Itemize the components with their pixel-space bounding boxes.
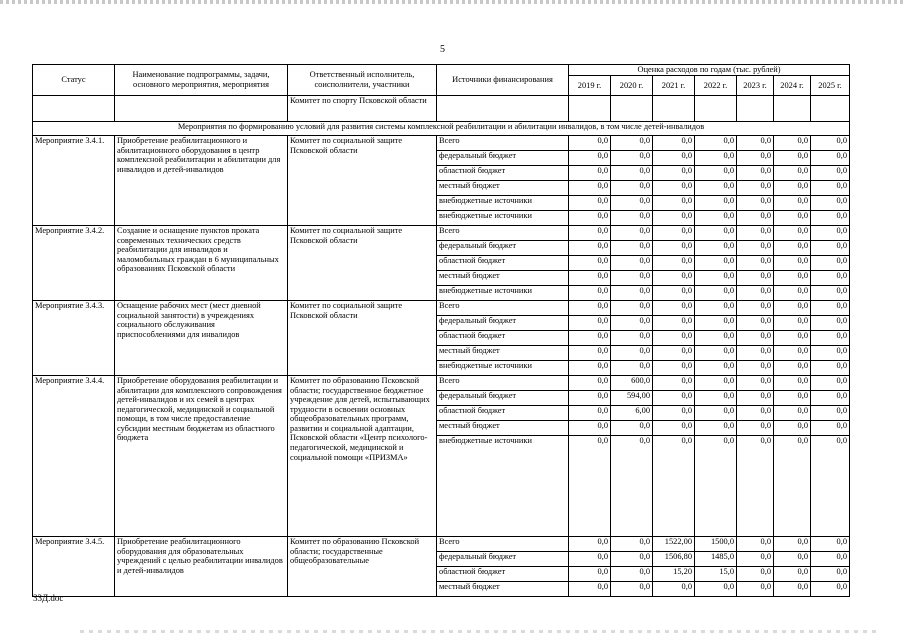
expense-value: 0,0	[774, 136, 811, 151]
expense-value: 0,0	[737, 537, 774, 552]
expense-value: 0,0	[695, 166, 737, 181]
scan-artifact-bottom	[80, 630, 880, 633]
expense-value: 0,0	[611, 552, 653, 567]
expense-value: 0,0	[737, 181, 774, 196]
expense-value: 0,0	[695, 196, 737, 211]
expense-value: 0,0	[811, 271, 850, 286]
header-executor: Ответственный исполнитель, соисполнители, участники	[288, 65, 437, 96]
funding-row	[33, 537, 850, 552]
funding-row	[33, 301, 850, 316]
expense-value: 0,0	[653, 391, 695, 406]
expense-value: 0,0	[811, 301, 850, 316]
expense-value: 0,0	[737, 331, 774, 346]
expense-value: 15,20	[653, 567, 695, 582]
carry-over-row	[33, 96, 850, 122]
expense-value: 0,0	[695, 346, 737, 361]
expense-value: 0,0	[737, 567, 774, 582]
expense-value: 0,0	[774, 567, 811, 582]
expense-value: 0,0	[695, 331, 737, 346]
expense-value: 0,0	[811, 361, 850, 376]
funding-source: Всего	[437, 226, 569, 241]
expense-value: 0,0	[611, 567, 653, 582]
expense-value: 0,0	[611, 286, 653, 301]
expense-value: 0,0	[653, 346, 695, 361]
expense-value: 1506,80	[653, 552, 695, 567]
measure-executor: Комитет по социальной защите Псковской области	[288, 301, 437, 376]
expense-value: 0,0	[774, 537, 811, 552]
expense-value: 0,0	[695, 271, 737, 286]
expense-value: 0,0	[811, 226, 850, 241]
funding-source: областной бюджет	[437, 406, 569, 421]
funding-source: внебюджетные источники	[437, 361, 569, 376]
expense-value: 0,0	[811, 567, 850, 582]
expense-value: 0,0	[569, 241, 611, 256]
measure-executor: Комитет по социальной защите Псковской области	[288, 136, 437, 226]
expense-value: 0,0	[653, 331, 695, 346]
header-year: 2025 г.	[811, 76, 850, 96]
funding-source: федеральный бюджет	[437, 391, 569, 406]
expense-value: 0,0	[811, 196, 850, 211]
expense-value: 0,0	[737, 361, 774, 376]
scan-artifact-top	[0, 0, 905, 4]
document-filename: 33Д.doc	[33, 593, 64, 603]
expense-value: 0,0	[737, 196, 774, 211]
expense-value: 0,0	[774, 331, 811, 346]
expense-value: 0,0	[611, 331, 653, 346]
header-year: 2023 г.	[737, 76, 774, 96]
expense-value: 0,0	[653, 211, 695, 226]
expense-value: 0,0	[653, 151, 695, 166]
expense-value: 0,0	[653, 286, 695, 301]
funding-source: местный бюджет	[437, 346, 569, 361]
expense-value: 0,0	[737, 316, 774, 331]
expense-value: 0,0	[569, 331, 611, 346]
expense-value: 0,0	[569, 316, 611, 331]
expense-value: 0,0	[811, 286, 850, 301]
expense-value: 0,0	[569, 391, 611, 406]
expense-value: 0,0	[569, 196, 611, 211]
expense-value: 0,0	[653, 271, 695, 286]
expense-value: 0,0	[611, 271, 653, 286]
funding-source: Всего	[437, 376, 569, 391]
expense-value: 0,0	[695, 376, 737, 391]
header-year: 2019 г.	[569, 76, 611, 96]
funding-source: Всего	[437, 537, 569, 552]
funding-source: внебюджетные источники	[437, 196, 569, 211]
expense-value: 0,0	[811, 346, 850, 361]
expense-value: 0,0	[569, 582, 611, 597]
expense-value: 0,0	[811, 256, 850, 271]
measure-executor: Комитет по образованию Псковской области; государственное бюджетное учреждение для детей, испытывающих трудности в освоении основных общеобразовательных программ, развитии и социальной адаптации, Псковской области «Центр психолого-педагогической, медицинской и социальной помощи «ПРИЗМА»	[288, 376, 437, 537]
expense-value: 0,0	[569, 552, 611, 567]
expense-value: 0,0	[737, 166, 774, 181]
funding-source: внебюджетные источники	[437, 286, 569, 301]
expense-value: 1522,00	[653, 537, 695, 552]
measures-body	[33, 136, 850, 597]
expense-value: 0,0	[695, 286, 737, 301]
expense-value: 0,0	[653, 361, 695, 376]
expense-value: 0,0	[611, 136, 653, 151]
expense-value: 0,0	[737, 136, 774, 151]
expense-value: 0,0	[811, 136, 850, 151]
expense-value: 0,0	[611, 211, 653, 226]
expense-value: 0,0	[811, 151, 850, 166]
expense-value: 0,0	[695, 582, 737, 597]
expense-value: 0,0	[737, 271, 774, 286]
expense-value: 0,0	[737, 406, 774, 421]
funding-source: Всего	[437, 301, 569, 316]
expense-value: 0,0	[611, 436, 653, 537]
page-number: 5	[440, 44, 445, 55]
expense-value: 0,0	[695, 421, 737, 436]
expense-value: 0,0	[611, 301, 653, 316]
expense-value: 0,0	[695, 436, 737, 537]
funding-source: местный бюджет	[437, 181, 569, 196]
expense-value: 0,0	[737, 301, 774, 316]
section-row	[33, 122, 850, 136]
expense-value: 0,0	[611, 346, 653, 361]
expense-value: 0,0	[811, 391, 850, 406]
expense-value: 0,0	[774, 211, 811, 226]
funding-source: внебюджетные источники	[437, 211, 569, 226]
expense-value: 0,0	[811, 241, 850, 256]
expense-value: 0,0	[774, 436, 811, 537]
expense-value: 6,00	[611, 406, 653, 421]
funding-source: областной бюджет	[437, 331, 569, 346]
expense-value: 0,0	[774, 582, 811, 597]
expense-value: 0,0	[811, 376, 850, 391]
header-year: 2022 г.	[695, 76, 737, 96]
expense-value: 0,0	[611, 241, 653, 256]
expense-value: 0,0	[811, 316, 850, 331]
expense-value: 0,0	[774, 286, 811, 301]
expense-value: 0,0	[774, 241, 811, 256]
expense-value: 0,0	[737, 241, 774, 256]
expense-value: 0,0	[774, 226, 811, 241]
expense-value: 0,0	[611, 361, 653, 376]
measure-status: Мероприятие 3.4.2.	[33, 226, 115, 301]
expense-value: 0,0	[774, 552, 811, 567]
expense-value: 0,0	[653, 166, 695, 181]
expense-value: 0,0	[653, 256, 695, 271]
measure-name: Приобретение реабилитационного и абилитационного оборудования в центр комплексной реабилитации и абилитации для инвалидов и детей-инвалидов	[115, 136, 288, 226]
measure-status: Мероприятие 3.4.1.	[33, 136, 115, 226]
expense-value: 0,0	[774, 316, 811, 331]
expense-value: 0,0	[569, 346, 611, 361]
expense-value: 0,0	[611, 537, 653, 552]
expense-value: 0,0	[774, 421, 811, 436]
expense-value: 0,0	[569, 136, 611, 151]
expense-value: 0,0	[569, 181, 611, 196]
expense-value: 0,0	[811, 436, 850, 537]
measure-status: Мероприятие 3.4.5.	[33, 537, 115, 597]
expense-value: 0,0	[774, 376, 811, 391]
expense-value: 0,0	[737, 226, 774, 241]
expense-value: 0,0	[774, 166, 811, 181]
expense-value: 0,0	[653, 181, 695, 196]
expense-value: 0,0	[653, 241, 695, 256]
expense-value: 0,0	[774, 361, 811, 376]
section-title: Мероприятия по формированию условий для развития системы комплексной реабилитации и абилитации инвалидов, в том числе детей-инвалидов	[33, 122, 850, 136]
expense-value: 600,0	[611, 376, 653, 391]
expense-value: 0,0	[611, 421, 653, 436]
header-status: Статус	[33, 65, 115, 96]
expense-value: 0,0	[653, 376, 695, 391]
expense-value: 594,00	[611, 391, 653, 406]
funding-source: федеральный бюджет	[437, 552, 569, 567]
funding-row	[33, 136, 850, 151]
expense-value: 0,0	[569, 271, 611, 286]
measure-name: Приобретение оборудования реабилитации и абилитации для комплексного сопровождения детей-инвалидов и их семей в центрах педагогической, медицинской и социальной помощи, в том числе предоставление субсидии местным бюджетам из областного бюджета	[115, 376, 288, 537]
expense-value: 0,0	[774, 391, 811, 406]
expense-value: 0,0	[737, 286, 774, 301]
expense-value: 0,0	[569, 211, 611, 226]
header-year: 2020 г.	[611, 76, 653, 96]
expense-value: 0,0	[737, 436, 774, 537]
expense-value: 0,0	[811, 406, 850, 421]
carry-over-executor: Комитет по спорту Псковской области	[288, 96, 437, 122]
funding-source: Всего	[437, 136, 569, 151]
expense-value: 0,0	[811, 582, 850, 597]
funding-row	[33, 376, 850, 391]
expense-value: 0,0	[695, 256, 737, 271]
expense-value: 0,0	[569, 166, 611, 181]
header-estimate: Оценка расходов по годам (тыс. рублей)	[569, 65, 850, 76]
funding-source: внебюджетные источники	[437, 436, 569, 537]
funding-source: областной бюджет	[437, 166, 569, 181]
expense-value: 0,0	[695, 301, 737, 316]
budget-table	[32, 64, 850, 597]
expense-value: 1485,0	[695, 552, 737, 567]
expense-value: 0,0	[737, 582, 774, 597]
funding-source: местный бюджет	[437, 582, 569, 597]
header-year: 2024 г.	[774, 76, 811, 96]
header-year: 2021 г.	[653, 76, 695, 96]
measure-name: Приобретение реабилитационного оборудования для образовательных учреждений с целью реабилитации инвалидов и детей-инвалидов	[115, 537, 288, 597]
expense-value: 15,0	[695, 567, 737, 582]
expense-value: 0,0	[695, 241, 737, 256]
expense-value: 0,0	[653, 436, 695, 537]
expense-value: 0,0	[811, 537, 850, 552]
expense-value: 0,0	[695, 151, 737, 166]
expense-value: 0,0	[569, 537, 611, 552]
expense-value: 0,0	[811, 552, 850, 567]
funding-source: федеральный бюджет	[437, 151, 569, 166]
expense-value: 0,0	[774, 151, 811, 166]
expense-value: 0,0	[569, 436, 611, 537]
expense-value: 0,0	[774, 196, 811, 211]
expense-value: 1500,0	[695, 537, 737, 552]
expense-value: 0,0	[737, 151, 774, 166]
funding-source: областной бюджет	[437, 567, 569, 582]
expense-value: 0,0	[811, 166, 850, 181]
expense-value: 0,0	[695, 211, 737, 226]
expense-value: 0,0	[569, 421, 611, 436]
expense-value: 0,0	[569, 301, 611, 316]
expense-value: 0,0	[774, 271, 811, 286]
expense-value: 0,0	[569, 567, 611, 582]
measure-status: Мероприятие 3.4.4.	[33, 376, 115, 537]
expense-value: 0,0	[695, 391, 737, 406]
measure-executor: Комитет по социальной защите Псковской области	[288, 226, 437, 301]
expense-value: 0,0	[737, 391, 774, 406]
expense-value: 0,0	[737, 211, 774, 226]
expense-value: 0,0	[611, 151, 653, 166]
expense-value: 0,0	[611, 316, 653, 331]
expense-value: 0,0	[611, 181, 653, 196]
measure-executor: Комитет по образованию Псковской области; государственные общеобразовательные	[288, 537, 437, 597]
expense-value: 0,0	[569, 256, 611, 271]
expense-value: 0,0	[653, 316, 695, 331]
expense-value: 0,0	[737, 376, 774, 391]
expense-value: 0,0	[695, 361, 737, 376]
funding-source: федеральный бюджет	[437, 241, 569, 256]
funding-source: федеральный бюджет	[437, 316, 569, 331]
header-sources: Источники финансирования	[437, 65, 569, 96]
expense-value: 0,0	[737, 346, 774, 361]
expense-value: 0,0	[811, 421, 850, 436]
expense-value: 0,0	[774, 406, 811, 421]
expense-value: 0,0	[695, 136, 737, 151]
expense-value: 0,0	[569, 406, 611, 421]
funding-source: местный бюджет	[437, 271, 569, 286]
funding-source: областной бюджет	[437, 256, 569, 271]
expense-value: 0,0	[653, 582, 695, 597]
expense-value: 0,0	[569, 226, 611, 241]
expense-value: 0,0	[695, 181, 737, 196]
expense-value: 0,0	[774, 346, 811, 361]
expense-value: 0,0	[611, 166, 653, 181]
expense-value: 0,0	[695, 406, 737, 421]
expense-value: 0,0	[737, 256, 774, 271]
expense-value: 0,0	[569, 151, 611, 166]
measure-status: Мероприятие 3.4.3.	[33, 301, 115, 376]
expense-value: 0,0	[653, 301, 695, 316]
header-name: Наименование подпрограммы, задачи, основного мероприятия, мероприятия	[115, 65, 288, 96]
expense-value: 0,0	[811, 331, 850, 346]
expense-value: 0,0	[611, 582, 653, 597]
expense-value: 0,0	[653, 196, 695, 211]
expense-value: 0,0	[811, 181, 850, 196]
expense-value: 0,0	[611, 226, 653, 241]
measure-name: Оснащение рабочих мест (мест дневной социальной занятости) в учреждениях социального обслуживания приспособлениями для инвалидов	[115, 301, 288, 376]
expense-value: 0,0	[774, 301, 811, 316]
expense-value: 0,0	[611, 256, 653, 271]
expense-value: 0,0	[653, 406, 695, 421]
funding-row	[33, 226, 850, 241]
expense-value: 0,0	[695, 316, 737, 331]
expense-value: 0,0	[611, 196, 653, 211]
expense-value: 0,0	[737, 552, 774, 567]
expense-value: 0,0	[811, 211, 850, 226]
expense-value: 0,0	[695, 226, 737, 241]
expense-value: 0,0	[774, 256, 811, 271]
expense-value: 0,0	[653, 136, 695, 151]
expense-value: 0,0	[653, 421, 695, 436]
expense-value: 0,0	[569, 376, 611, 391]
measure-name: Создание и оснащение пунктов проката современных технических средств реабилитации для инвалидов и маломобильных граждан в 6 муниципальных образованиях Псковской области	[115, 226, 288, 301]
expense-value: 0,0	[737, 421, 774, 436]
expense-value: 0,0	[569, 361, 611, 376]
expense-value: 0,0	[653, 226, 695, 241]
funding-source: местный бюджет	[437, 421, 569, 436]
expense-value: 0,0	[774, 181, 811, 196]
expense-value: 0,0	[569, 286, 611, 301]
